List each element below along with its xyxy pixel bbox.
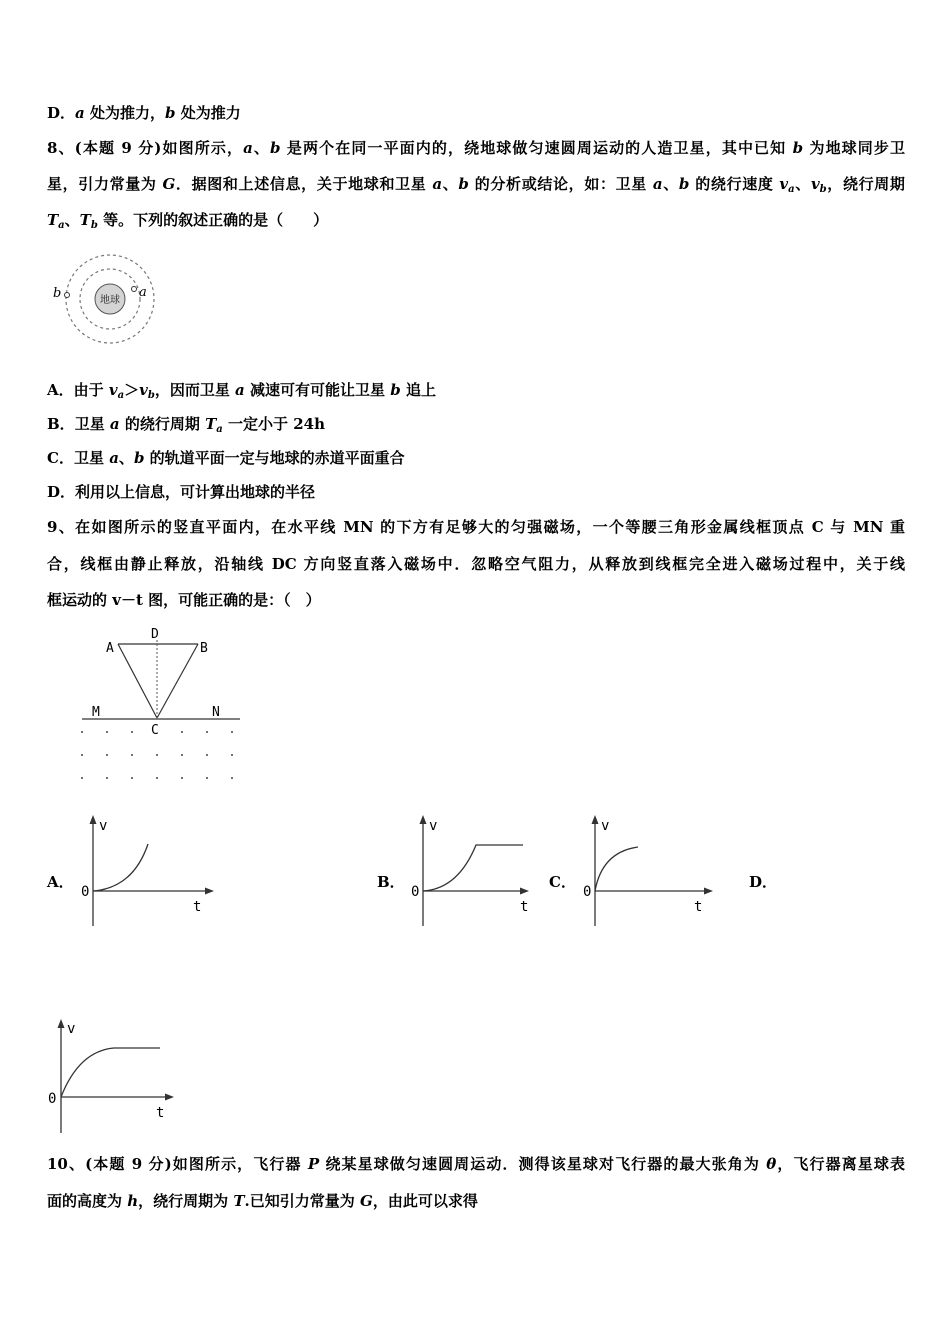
q9-option-d-label: D． bbox=[749, 873, 778, 891]
q9-graph-b bbox=[408, 812, 548, 930]
q8-stem-line-1: 8、(本题 9 分)如图所示，a、b 是两个在同一平面内的，绕地球做匀速圆周运动的人造卫星，其中已知 b 为地球同步卫 bbox=[47, 139, 906, 157]
point-m-label: M bbox=[92, 705, 100, 720]
q9-option-c-label: C． bbox=[549, 873, 576, 891]
graph-d-v-label: v bbox=[67, 1021, 76, 1037]
graph-c-v-label: v bbox=[601, 818, 610, 834]
graph-c-origin-label: 0 bbox=[583, 884, 592, 900]
graph-b-v-label: v bbox=[429, 818, 438, 834]
q7-option-d: D．a 处为推力，b 处为推力 bbox=[47, 104, 241, 122]
q9-option-b-label: B． bbox=[377, 873, 405, 891]
satellite-a-dot bbox=[132, 287, 137, 292]
q9-option-a-label: A． bbox=[47, 873, 74, 891]
graph-b-origin-label: 0 bbox=[411, 884, 420, 900]
q8-option-b: B．卫星 a 的绕行周期 $T_a$ 一定小于 24h bbox=[47, 415, 325, 435]
vertex-b-label: B bbox=[200, 641, 208, 656]
edge-bc bbox=[157, 644, 198, 718]
q9-triangle-figure bbox=[78, 622, 248, 787]
earth-label: 地球 bbox=[100, 295, 120, 306]
q9-stem-line-3: 框运动的 v－t 图，可能正确的是：（ ） bbox=[47, 591, 321, 609]
graph-a-v-label: v bbox=[99, 818, 108, 834]
satellite-a-label: a bbox=[139, 285, 147, 300]
graph-c-t-label: t bbox=[694, 899, 703, 915]
graph-d-t-label: t bbox=[156, 1105, 165, 1121]
graph-b-t-label: t bbox=[520, 899, 529, 915]
satellite-b-label: b bbox=[53, 286, 62, 301]
q8-option-a: A．由于 $v_a>v_b$，因而卫星 a 减速可有可能让卫星 b 追上 bbox=[47, 381, 436, 401]
graph-a-curve bbox=[93, 844, 148, 891]
q9-stem-line-1: 9、在如图所示的竖直平面内，在水平线 MN 的下方有足够大的匀强磁场，一个等腰三角形金属线框顶点 C 与 MN 重 bbox=[47, 518, 905, 536]
graph-c-curve bbox=[595, 847, 638, 891]
q8-option-c: C．卫星 a、b 的轨道平面一定与地球的赤道平面重合 bbox=[47, 449, 405, 467]
q9-graph-d bbox=[44, 1015, 184, 1137]
q8-stem-line-2: 星，引力常量为 G．据图和上述信息，关于地球和卫星 a、b 的分析或结论，如：卫星 a、b 的绕行速度 $v_a$、$v_b$，绕行周期 bbox=[47, 175, 905, 195]
q10-stem-line-2: 面的高度为 h，绕行周期为 T.已知引力常量为 G，由此可以求得 bbox=[47, 1192, 478, 1210]
q9-graph-c bbox=[580, 812, 720, 930]
q8-option-d: D．利用以上信息，可计算出地球的半径 bbox=[47, 483, 316, 501]
q9-stem-line-2: 合，线框由静止释放，沿轴线 DC 方向竖直落入磁场中．忽略空气阻力，从释放到线框完全进入磁场过程中，关于线 bbox=[47, 555, 905, 573]
q8-stem-line-3: $T_a$、$T_b$ 等。下列的叙述正确的是（ ） bbox=[47, 211, 329, 231]
graph-b-curve bbox=[423, 845, 523, 891]
vertex-d-label: D bbox=[151, 627, 159, 642]
edge-ac bbox=[118, 644, 157, 718]
graph-d-curve bbox=[61, 1048, 160, 1097]
magnetic-field-dots bbox=[81, 731, 233, 779]
satellite-b-dot bbox=[65, 293, 70, 298]
q9-graph-a bbox=[78, 812, 218, 930]
graph-d-origin-label: 0 bbox=[48, 1091, 57, 1107]
point-n-label: N bbox=[212, 705, 220, 720]
q8-orbit-figure bbox=[48, 252, 163, 347]
vertex-c-label: C bbox=[151, 723, 159, 738]
vertex-a-label: A bbox=[106, 641, 114, 656]
graph-a-t-label: t bbox=[193, 899, 202, 915]
graph-a-origin-label: 0 bbox=[81, 884, 90, 900]
q10-stem-line-1: 10、(本题 9 分)如图所示，飞行器 P 绕某星球做匀速圆周运动．测得该星球对飞行器的最大张角为 θ，飞行器离星球表 bbox=[47, 1155, 905, 1173]
